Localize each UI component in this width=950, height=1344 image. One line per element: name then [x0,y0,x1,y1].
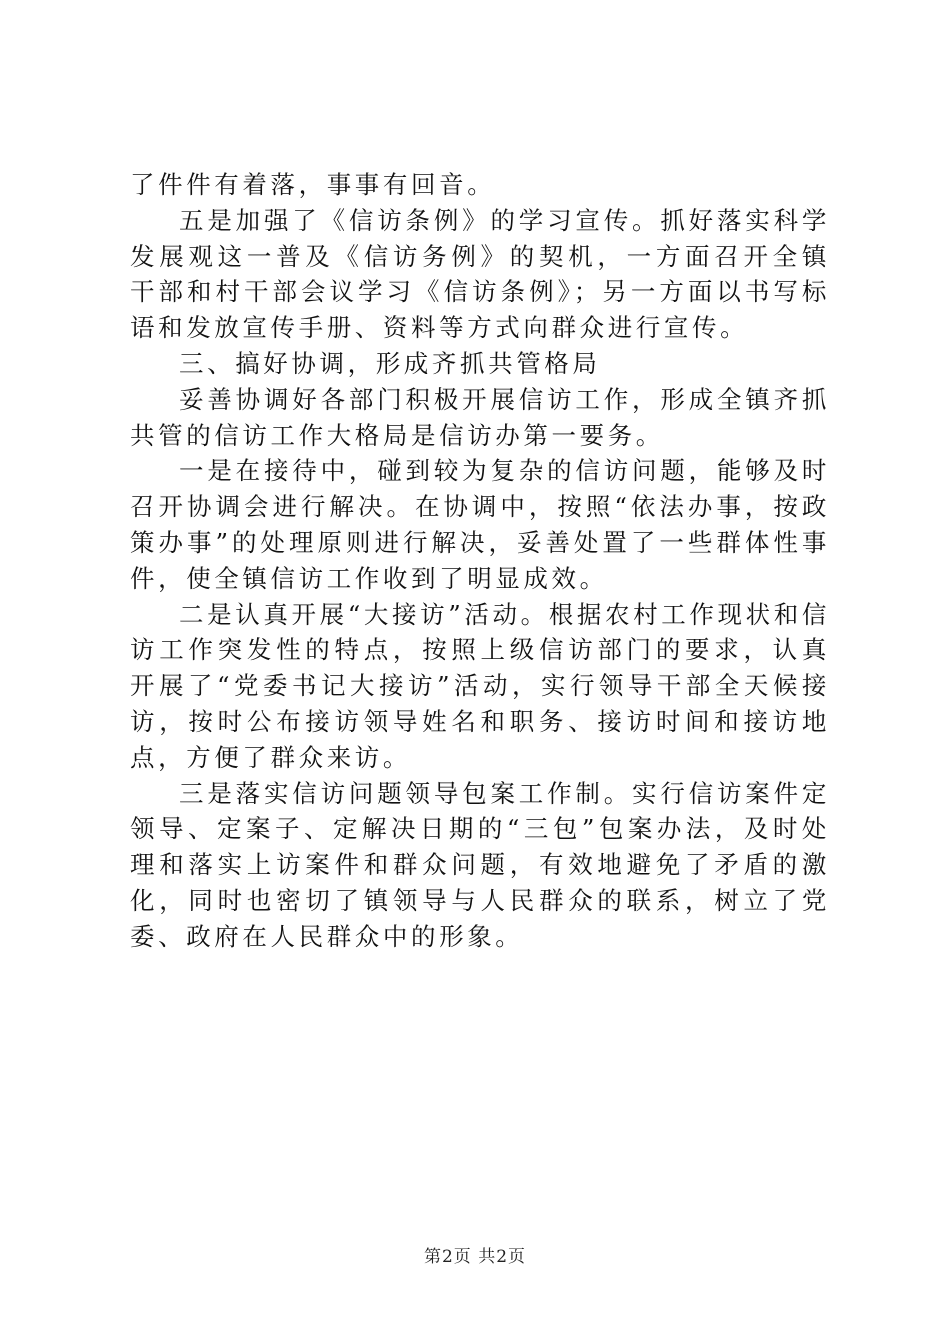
paragraph-section-intro: 妥善协调好各部门积极开展信访工作，形成全镇齐抓共管的信访工作大格局是信访办第一要务。 [130,384,830,450]
section-heading-three: 三、搞好协调，形成齐抓共管格局 [179,348,601,378]
paragraph-point-three: 三是落实信访问题领导包案工作制。实行信访案件定领导、定案子、定解决日期的“三包”包案办法，及时处理和落实上访案件和群众问题，有效地避免了矛盾的激化，同时也密切了镇领导与人民群众的联系，树立了党委、政府在人民群众中的形象。 [130,778,830,951]
paragraph-point-one: 一是在接待中，碰到较为复杂的信访问题，能够及时召开协调会进行解决。在协调中，按照“依法办事，按政策办事”的处理原则进行解决，妥善处置了一些群体性事件，使全镇信访工作收到了明显成效。 [130,456,830,593]
paragraph-point-two: 二是认真开展“大接访”活动。根据农村工作现状和信访工作突发性的特点，按照上级信访部门的要求，认真开展了“党委书记大接访”活动，实行领导干部全天候接访，按时公布接访领导姓名和职务、接访时间和接访地点，方便了群众来访。 [130,599,830,772]
paragraph-continuation: 了件件有着落，事事有回音。 [130,170,496,199]
document-body [130,167,830,955]
paragraph-point-five: 五是加强了《信访条例》的学习宣传。抓好落实科学发展观这一普及《信访务例》的契机，一方面召开全镇干部和村干部会议学习《信访条例》；另一方面以书写标语和发放宣传手册、资料等方式向群众进行宣传。 [130,205,830,343]
page-footer: 第2页 共2页 [423,1247,527,1267]
